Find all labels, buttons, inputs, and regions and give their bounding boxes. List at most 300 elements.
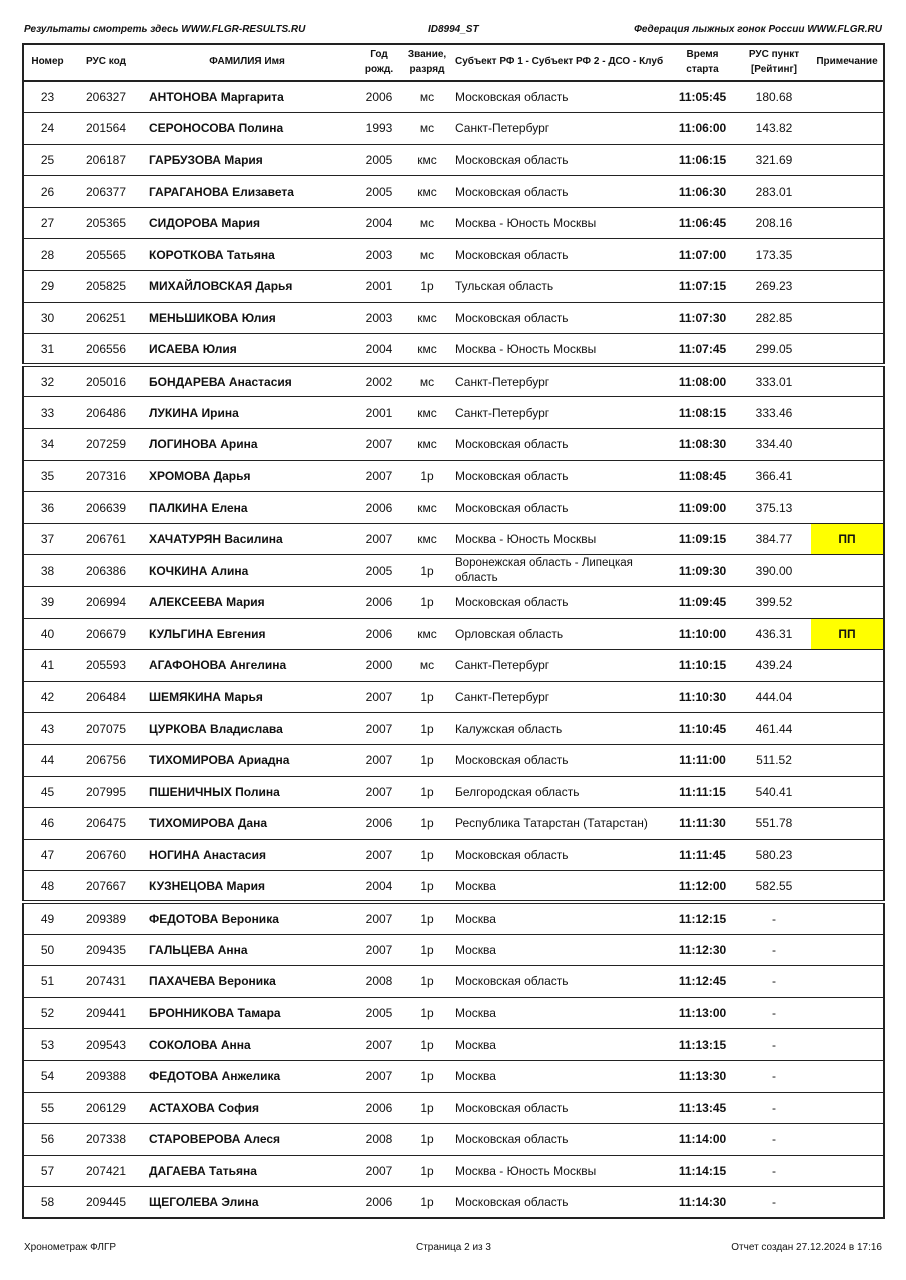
- cell-start-time: 11:10:30: [668, 681, 737, 713]
- cell-rus-code: 207259: [71, 429, 141, 461]
- cell-rank: мс: [405, 81, 449, 113]
- cell-rank: 1р: [405, 460, 449, 492]
- cell-rus-points: 444.04: [737, 681, 811, 713]
- cell-rus-points: 540.41: [737, 776, 811, 808]
- cell-number: 43: [23, 713, 71, 745]
- cell-athlete-name: БРОННИКОВА Тамара: [141, 997, 353, 1029]
- cell-rus-points: 333.46: [737, 397, 811, 429]
- cell-number: 51: [23, 966, 71, 998]
- cell-club: Московская область: [449, 966, 668, 998]
- cell-athlete-name: КОЧКИНА Алина: [141, 555, 353, 587]
- cell-rank: 1р: [405, 1092, 449, 1124]
- cell-athlete-name: АНТОНОВА Маргарита: [141, 81, 353, 113]
- table-row: [23, 334, 884, 366]
- cell-athlete-name: АГАФОНОВА Ангелина: [141, 650, 353, 682]
- cell-start-time: 11:11:15: [668, 776, 737, 808]
- cell-start-time: 11:09:15: [668, 523, 737, 555]
- col-header-year-line1: Год: [370, 49, 388, 60]
- table-row: [23, 207, 884, 239]
- cell-rus-points: -: [737, 1060, 811, 1092]
- cell-club: Московская область: [449, 176, 668, 208]
- cell-number: 27: [23, 207, 71, 239]
- cell-number: 33: [23, 397, 71, 429]
- cell-birth-year: 2004: [353, 871, 405, 903]
- cell-rus-code: 206187: [71, 144, 141, 176]
- cell-note: [811, 1155, 884, 1187]
- table-row: [23, 144, 884, 176]
- cell-rank: 1р: [405, 902, 449, 934]
- cell-club: Московская область: [449, 81, 668, 113]
- col-header-points-line1: РУС пункт: [748, 49, 800, 60]
- cell-rus-points: -: [737, 1124, 811, 1156]
- table-row: [23, 1155, 884, 1187]
- cell-athlete-name: СИДОРОВА Мария: [141, 207, 353, 239]
- cell-note: [811, 1060, 884, 1092]
- cell-club: Московская область: [449, 429, 668, 461]
- cell-birth-year: 2000: [353, 650, 405, 682]
- cell-athlete-name: ЩЕГОЛЕВА Элина: [149, 1195, 259, 1210]
- cell-club: Белгородская область: [449, 776, 668, 808]
- cell-note: [811, 555, 884, 587]
- table-row: [23, 460, 884, 492]
- cell-rank: 1р: [405, 681, 449, 713]
- cell-birth-year: 2007: [353, 744, 405, 776]
- cell-rus-points: 333.01: [737, 365, 811, 397]
- cell-note: [811, 650, 884, 682]
- cell-rus-code: 205565: [71, 239, 141, 271]
- cell-start-time: 11:10:00: [668, 618, 737, 650]
- cell-club: Москва - Юность Москвы: [449, 334, 668, 366]
- cell-rus-code: 206994: [71, 587, 141, 619]
- cell-birth-year: 2006: [353, 1092, 405, 1124]
- cell-rus-points: 390.00: [737, 555, 811, 587]
- table-row: [23, 713, 884, 745]
- cell-rank: кмс: [405, 334, 449, 366]
- cell-rank: 1р: [405, 808, 449, 840]
- cell-rank: кмс: [405, 492, 449, 524]
- cell-start-time: 11:13:45: [668, 1092, 737, 1124]
- cell-rus-points: 375.13: [737, 492, 811, 524]
- cell-club: Москва: [449, 902, 668, 934]
- table-row: [23, 239, 884, 271]
- cell-club: Москва: [449, 934, 668, 966]
- cell-number: 56: [23, 1124, 71, 1156]
- cell-rus-code: 206377: [71, 176, 141, 208]
- cell-athlete-name: ЛУКИНА Ирина: [141, 397, 353, 429]
- cell-number: 45: [23, 776, 71, 808]
- cell-start-time: 11:07:45: [668, 334, 737, 366]
- cell-number: 32: [23, 365, 71, 397]
- cell-rus-code: 207421: [71, 1155, 141, 1187]
- cell-number: 46: [23, 808, 71, 840]
- cell-birth-year: 2001: [353, 271, 405, 303]
- cell-number: 23: [23, 81, 71, 113]
- cell-note: ПП: [811, 618, 884, 650]
- cell-birth-year: 2008: [353, 966, 405, 998]
- cell-athlete-name: ФЕДОТОВА Анжелика: [141, 1060, 353, 1092]
- cell-birth-year: 2005: [353, 555, 405, 587]
- cell-start-time: 11:10:45: [668, 713, 737, 745]
- table-row: [23, 871, 884, 903]
- cell-note: [811, 776, 884, 808]
- table-header-row: [23, 44, 884, 81]
- cell-start-time: 11:09:00: [668, 492, 737, 524]
- cell-rank: 1р: [405, 1029, 449, 1061]
- cell-athlete-name: СОКОЛОВА Анна: [141, 1029, 353, 1061]
- table-row: [23, 776, 884, 808]
- table-row: [23, 934, 884, 966]
- cell-rank: 1р: [405, 587, 449, 619]
- table-row: [23, 681, 884, 713]
- cell-athlete-name: МЕНЬШИКОВА Юлия: [141, 302, 353, 334]
- table-row: [23, 1092, 884, 1124]
- cell-rus-code: 206484: [71, 681, 141, 713]
- cell-rus-points: 299.05: [737, 334, 811, 366]
- cell-club: Тульская область: [449, 271, 668, 303]
- cell-club: Санкт-Петербург: [449, 397, 668, 429]
- cell-start-time: 11:14:30: [678, 1195, 727, 1210]
- cell-start-time: 11:14:15: [668, 1155, 737, 1187]
- cell-birth-year: 2002: [353, 365, 405, 397]
- cell-rus-code: 205593: [71, 650, 141, 682]
- cell-athlete-name: ГАРАГАНОВА Елизавета: [141, 176, 353, 208]
- cell-birth-year: 2007: [353, 460, 405, 492]
- col-header-time: [668, 44, 737, 81]
- cell-note: [811, 334, 884, 366]
- report-created: Отчет создан 27.12.2024 в 17:16: [731, 1242, 882, 1253]
- cell-rus-points: -: [737, 1029, 811, 1061]
- cell-birth-year: 2006: [353, 492, 405, 524]
- cell-athlete-name: ХРОМОВА Дарья: [141, 460, 353, 492]
- cell-club: Воронежская область - Липецкая область: [449, 555, 668, 587]
- cell-club: Санкт-Петербург: [449, 650, 668, 682]
- cell-club: Московская область: [449, 460, 668, 492]
- cell-start-time: 11:08:30: [668, 429, 737, 461]
- cell-start-time: 11:07:00: [668, 239, 737, 271]
- timing-credit: Хронометраж ФЛГР: [24, 1242, 117, 1253]
- cell-note: [811, 113, 884, 145]
- cell-start-time: 11:12:45: [668, 966, 737, 998]
- cell-number: 40: [23, 618, 71, 650]
- cell-start-time: 11:12:30: [668, 934, 737, 966]
- cell-rank: 1р: [405, 997, 449, 1029]
- results-site-text: Результаты смотреть здесь WWW.FLGR-RESULTS.RU: [24, 24, 306, 35]
- cell-birth-year: 2008: [353, 1124, 405, 1156]
- cell-rus-points: 334.40: [737, 429, 811, 461]
- cell-rus-points: -: [737, 997, 811, 1029]
- table-row: [23, 81, 884, 113]
- cell-rus-code: 205365: [71, 207, 141, 239]
- cell-note: [811, 176, 884, 208]
- cell-rus-code: 206251: [71, 302, 141, 334]
- cell-athlete-name: МИХАЙЛОВСКАЯ Дарья: [141, 271, 353, 303]
- cell-number: 42: [23, 681, 71, 713]
- cell-number: 48: [23, 871, 71, 903]
- cell-rank: 1р: [420, 1195, 434, 1210]
- col-header-rank: [405, 44, 449, 81]
- cell-rus-code: 207431: [71, 966, 141, 998]
- cell-rus-code: 209435: [71, 934, 141, 966]
- cell-birth-year: 2007: [353, 1155, 405, 1187]
- table-row: [23, 744, 884, 776]
- cell-note: [811, 902, 884, 934]
- cell-rus-code: 209441: [71, 997, 141, 1029]
- cell-note: [811, 460, 884, 492]
- cell-athlete-name: АЛЕКСЕЕВА Мария: [141, 587, 353, 619]
- cell-start-time: 11:11:00: [668, 744, 737, 776]
- col-header-rus: РУС код: [71, 44, 141, 81]
- cell-club: Санкт-Петербург: [449, 681, 668, 713]
- cell-number: 37: [23, 523, 71, 555]
- cell-number: 55: [23, 1092, 71, 1124]
- cell-number: 52: [23, 997, 71, 1029]
- cell-athlete-name: ЛОГИНОВА Арина: [141, 429, 353, 461]
- cell-start-time: 11:08:15: [668, 397, 737, 429]
- cell-note: [811, 997, 884, 1029]
- cell-athlete-name: ДАГАЕВА Татьяна: [141, 1155, 353, 1187]
- cell-note: [811, 397, 884, 429]
- results-table-body: [23, 81, 884, 1218]
- cell-rus-code: 205825: [71, 271, 141, 303]
- table-row: [23, 1029, 884, 1061]
- cell-club: Санкт-Петербург: [449, 365, 668, 397]
- cell-rus-points: 399.52: [737, 587, 811, 619]
- col-header-points-line2: [Рейтинг]: [750, 63, 798, 75]
- cell-start-time: 11:11:45: [668, 839, 737, 871]
- cell-athlete-name: АСТАХОВА София: [141, 1092, 353, 1124]
- cell-rus-points: 511.52: [737, 744, 811, 776]
- cell-club: Москва - Юность Москвы: [449, 523, 668, 555]
- cell-start-time: 11:12:15: [668, 902, 737, 934]
- col-header-time-line2: старта: [686, 63, 719, 75]
- cell-number: 26: [23, 176, 71, 208]
- cell-rus-code: 209445: [85, 1195, 127, 1210]
- cell-rus-code: 206386: [71, 555, 141, 587]
- cell-rank: мс: [405, 113, 449, 145]
- cell-club: Республика Татарстан (Татарстан): [449, 808, 668, 840]
- cell-note: [811, 871, 884, 903]
- cell-rank: 1р: [405, 1060, 449, 1092]
- cell-rus-code: 201564: [71, 113, 141, 145]
- cell-rank: 1р: [405, 555, 449, 587]
- cell-note: [811, 429, 884, 461]
- cell-number: 53: [23, 1029, 71, 1061]
- cell-athlete-name: КУЗНЕЦОВА Мария: [141, 871, 353, 903]
- cell-number: 28: [23, 239, 71, 271]
- cell-rank: 1р: [405, 934, 449, 966]
- table-row: [23, 618, 884, 650]
- table-row: [23, 555, 884, 587]
- table-row: [23, 1124, 884, 1156]
- table-row: [23, 429, 884, 461]
- page-footer: [24, 1242, 882, 1256]
- cell-athlete-name: НОГИНА Анастасия: [141, 839, 353, 871]
- cell-birth-year: 2004: [353, 334, 405, 366]
- cell-athlete-name: ШЕМЯКИНА Марья: [141, 681, 353, 713]
- cell-athlete-name: ГАРБУЗОВА Мария: [141, 144, 353, 176]
- cell-rank: мс: [405, 365, 449, 397]
- cell-athlete-name: ГАЛЬЦЕВА Анна: [141, 934, 353, 966]
- cell-number: 44: [23, 744, 71, 776]
- cell-start-time: 11:13:15: [668, 1029, 737, 1061]
- cell-club: Московская область: [449, 1124, 668, 1156]
- cell-note: [811, 365, 884, 397]
- cell-rus-points: 173.35: [737, 239, 811, 271]
- cell-club: Калужская область: [449, 713, 668, 745]
- col-header-club: Субъект РФ 1 - Субъект РФ 2 - ДСО - Клуб: [449, 44, 668, 81]
- cell-note: [811, 1187, 884, 1219]
- cell-rus-code: 206556: [71, 334, 141, 366]
- cell-birth-year: 2007: [353, 1060, 405, 1092]
- cell-number: 54: [23, 1060, 71, 1092]
- cell-note: [811, 934, 884, 966]
- cell-rank: кмс: [405, 302, 449, 334]
- cell-note: [811, 808, 884, 840]
- cell-number: 24: [23, 113, 71, 145]
- table-row: [23, 1060, 884, 1092]
- col-header-year-line2: рожд.: [364, 63, 394, 75]
- table-row: [23, 650, 884, 682]
- cell-note: [811, 681, 884, 713]
- cell-rus-points: 366.41: [737, 460, 811, 492]
- cell-number: 34: [23, 429, 71, 461]
- cell-start-time: 11:13:30: [668, 1060, 737, 1092]
- cell-rank: 1р: [405, 713, 449, 745]
- page-number: Страница 2 из 3: [416, 1242, 491, 1253]
- table-row: [23, 808, 884, 840]
- cell-rus-code: 206327: [71, 81, 141, 113]
- table-row: [23, 365, 884, 397]
- cell-start-time: 11:06:30: [668, 176, 737, 208]
- cell-number: 35: [23, 460, 71, 492]
- cell-athlete-name: КОРОТКОВА Татьяна: [141, 239, 353, 271]
- cell-club: Орловская область: [449, 618, 668, 650]
- cell-rus-points: 208.16: [737, 207, 811, 239]
- cell-number: 50: [23, 934, 71, 966]
- cell-start-time: 11:08:00: [668, 365, 737, 397]
- cell-rank: кмс: [405, 144, 449, 176]
- cell-rus-code: 206760: [71, 839, 141, 871]
- table-row: [23, 966, 884, 998]
- cell-note: [811, 966, 884, 998]
- cell-birth-year: 2004: [353, 207, 405, 239]
- cell-rus-points: 384.77: [737, 523, 811, 555]
- cell-start-time: 11:07:30: [668, 302, 737, 334]
- cell-birth-year: 2006: [353, 81, 405, 113]
- cell-rus-points: 283.01: [737, 176, 811, 208]
- cell-rus-points: 580.23: [737, 839, 811, 871]
- cell-note: ПП: [811, 523, 884, 555]
- cell-note: [811, 207, 884, 239]
- cell-rank: 1р: [405, 1155, 449, 1187]
- cell-start-time: 11:06:45: [668, 207, 737, 239]
- cell-rank: кмс: [405, 429, 449, 461]
- cell-birth-year: 2005: [353, 997, 405, 1029]
- cell-start-time: 11:07:15: [668, 271, 737, 303]
- cell-birth-year: 2007: [353, 776, 405, 808]
- cell-start-time: 11:13:00: [668, 997, 737, 1029]
- cell-athlete-name: ИСАЕВА Юлия: [141, 334, 353, 366]
- col-header-year: [353, 44, 405, 81]
- cell-athlete-name: КУЛЬГИНА Евгения: [141, 618, 353, 650]
- cell-rus-points: -: [737, 1155, 811, 1187]
- protocol-id: ID8994_ST: [428, 24, 479, 35]
- cell-athlete-name: ТИХОМИРОВА Ариадна: [141, 744, 353, 776]
- cell-note: [811, 271, 884, 303]
- cell-rus-points: -: [737, 902, 811, 934]
- cell-number: 49: [23, 902, 71, 934]
- table-row: [23, 839, 884, 871]
- table-row: [23, 271, 884, 303]
- table-row: [23, 1187, 884, 1219]
- cell-rus-points: 269.23: [737, 271, 811, 303]
- cell-note: [811, 744, 884, 776]
- cell-club: Московская область: [449, 839, 668, 871]
- col-header-points: [737, 44, 811, 81]
- cell-rus-code: 206475: [71, 808, 141, 840]
- cell-start-time: 11:11:30: [668, 808, 737, 840]
- cell-rus-code: 206129: [71, 1092, 141, 1124]
- cell-rank: мс: [405, 239, 449, 271]
- cell-rank: кмс: [405, 176, 449, 208]
- table-row: [23, 587, 884, 619]
- cell-athlete-name: ПАХАЧЕВА Вероника: [141, 966, 353, 998]
- cell-note: [811, 587, 884, 619]
- table-row: [23, 997, 884, 1029]
- cell-rus-points: 143.82: [737, 113, 811, 145]
- cell-rus-code: 207667: [71, 871, 141, 903]
- cell-rus-code: 207316: [71, 460, 141, 492]
- cell-athlete-name: ПШЕНИЧНЫХ Полина: [141, 776, 353, 808]
- cell-athlete-name: СТАРОВЕРОВА Алеся: [141, 1124, 353, 1156]
- table-row: [23, 902, 884, 934]
- cell-note: [811, 302, 884, 334]
- cell-rus-points: -: [772, 1195, 776, 1210]
- col-header-name: ФАМИЛИЯ Имя: [141, 44, 353, 81]
- col-header-num: Номер: [23, 44, 71, 81]
- cell-club: Московская область: [449, 239, 668, 271]
- cell-club: Москва: [449, 997, 668, 1029]
- cell-rank: 1р: [405, 871, 449, 903]
- cell-number: 25: [23, 144, 71, 176]
- cell-club: Санкт-Петербург: [449, 113, 668, 145]
- cell-rank: 1р: [405, 839, 449, 871]
- cell-club: Москва - Юность Москвы: [449, 207, 668, 239]
- cell-rus-code: 207075: [71, 713, 141, 745]
- cell-birth-year: 2005: [353, 176, 405, 208]
- cell-club: Москва: [449, 1060, 668, 1092]
- cell-birth-year: 2006: [353, 587, 405, 619]
- cell-start-time: 11:08:45: [668, 460, 737, 492]
- cell-birth-year: 2007: [353, 681, 405, 713]
- cell-note: [811, 1124, 884, 1156]
- cell-rus-points: -: [737, 966, 811, 998]
- cell-rus-points: 582.55: [737, 871, 811, 903]
- results-table: [22, 43, 885, 1219]
- col-header-time-line1: Время: [686, 49, 719, 60]
- col-header-rank-line2: разряд: [409, 63, 445, 75]
- cell-note: [811, 713, 884, 745]
- cell-birth-year: 2001: [353, 397, 405, 429]
- cell-club: Московская область: [449, 144, 668, 176]
- cell-club: Москва: [449, 871, 668, 903]
- cell-rus-code: 206486: [71, 397, 141, 429]
- col-header-rank-line1: Звание,: [407, 49, 447, 60]
- cell-note: [811, 1092, 884, 1124]
- cell-birth-year: 2005: [353, 144, 405, 176]
- cell-rus-code: 209388: [71, 1060, 141, 1092]
- cell-rus-points: 180.68: [737, 81, 811, 113]
